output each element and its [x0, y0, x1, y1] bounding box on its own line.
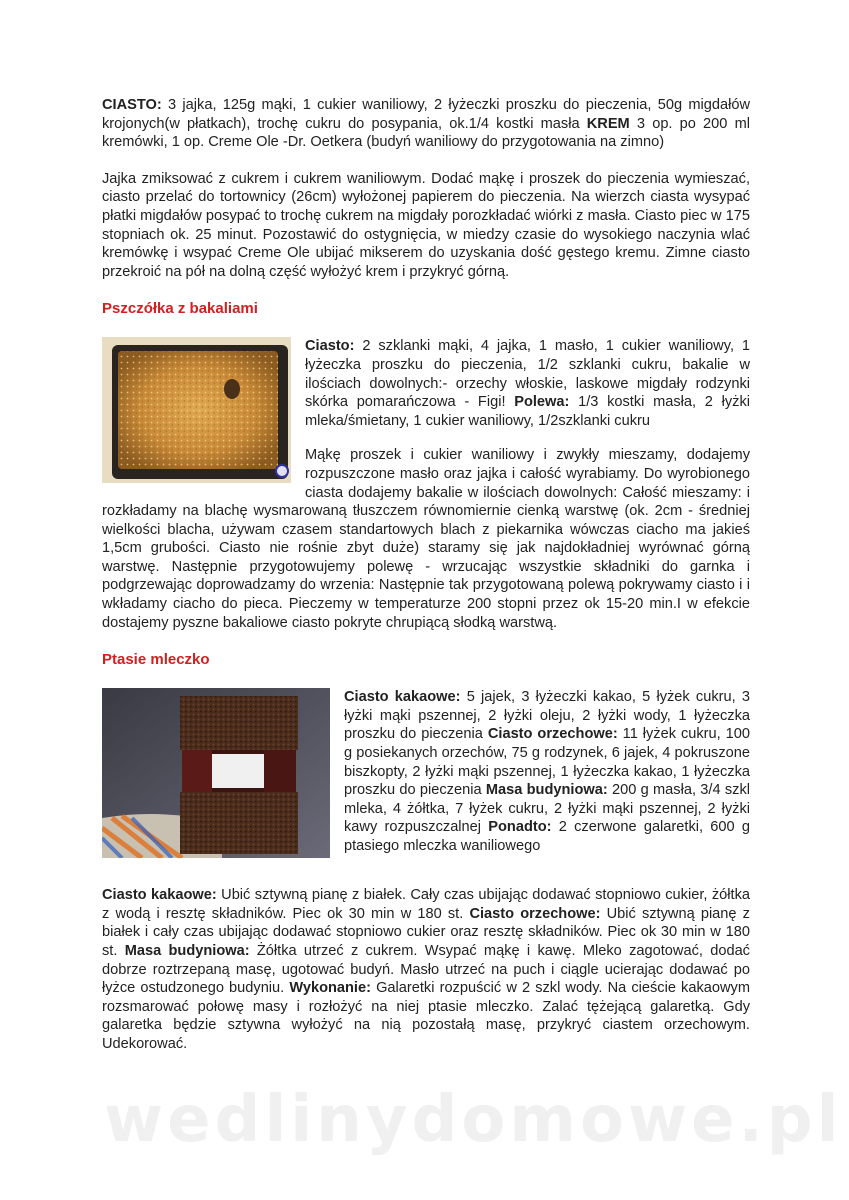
document-body	[102, 96, 750, 1054]
section-title-ptasie-mleczko: Ptasie mleczko	[102, 651, 210, 669]
masa-budyniowa-ingredients: 200 g masła, 3/4 szkl mleka, 4 żółtka, 7 łyżek cukru, 2 łyżki mąki pszennej, 2 łyżki kawy rozpuszczalnej	[344, 782, 750, 836]
photo-cake-bakalie	[102, 337, 291, 483]
intro-krem-text: 3 op. po 200 ml kremówki, 1 op. Creme Ole -Dr. Oetkera (budyń waniliowy do przygotowania na zimno)	[102, 115, 750, 151]
method-ciasto-kakaowe-label: Ciasto kakaowe:	[102, 887, 217, 904]
krem-label: KREM	[586, 115, 630, 132]
method-masa-budyniowa-label: Masa budyniowa:	[124, 943, 250, 960]
method-ciasto-kakaowe-text: Ubić sztywną pianę z białek. Cały czas ubijając dodawać stopniowo cukier, żółtka z wodą i resztę składników. Piec ok 30 min w 180 st.	[102, 887, 750, 922]
ciasto-kakaowe-ingredients: 5 jajek, 3 łyżeczki kakao, 5 łyżek cukru, 3 łyżki mąki pszennej, 2 łyżki oleju, 2 łyżki wody, 1 łyżeczka proszku do pieczenia	[344, 689, 750, 743]
ponadto-ingredients: 2 czerwone galaretki, 600 g ptasiego mleczka waniliowego	[344, 819, 751, 854]
method-ciasto-orzechowe-label: Ciasto orzechowe:	[469, 905, 601, 922]
intro-ingredients-text: 3 jajka, 125g mąki, 1 cukier waniliowy, 2 łyżeczki proszku do pieczenia, 50g migdałów krojonych(w płatkach), trochę cukru do posypania, ok.1/4 kostki masła	[102, 97, 750, 132]
masa-budyniowa-label: Masa budyniowa:	[485, 782, 608, 799]
intro-method: Jajka zmiksować z cukrem i cukrem waniliowym. Dodać mąkę i proszek do pieczenia wymieszać, ciasto przelać do tortownicy (26cm) wyłożonej papierem do pieczenia. Na wierzch ciasta wysypać płatki migdałów posypać to trochę cukrem na migdały porozkładać wiórki z masła. Ciasto piec w 175 stopniach ok. 25 minut. Pozostawić do ostygnięcia, w miedzy czasie do wysokiego naczynia wlać kremówkę i wsypać Creme Ole ubijać mikserem do uzyskania dość gęstego kremu. Zimne ciasto przekroić na pół na dolną część wyłożyć krem i przykryć górną.	[102, 170, 750, 280]
method-masa-budyniowa-text: Żółtka utrzeć z cukrem. Wsypać mąkę i kawę. Mleko zagotować, dodać dobrze roztrzepaną masę, ugotować budyń. Masło utrzeć na puch i ciągle ucierając dodawać po łyżce ostudzonego budyniu.	[102, 943, 750, 997]
pszczolka-polewa-text: 1/3 kostki masła, 2 łyżki mleka/śmietany, 1 cukier waniliowy, 1/2szklanki cukru	[305, 394, 750, 429]
pszczolka-method: Mąkę proszek i cukier waniliowy i zwykły mieszamy, dodajemy rozpuszczone masło oraz jajka i całość wyrabiamy. Do wyrobionego ciasta dodajemy bakalie w ilościach dowolnych: Całość mieszamy: i rozkładamy na blachę wysmarowaną tłuszczem równomiernie cienką warstwę (ok. 2cm - średniej wielkości blacha, używam czasem standartowych blach z piekarnika wówczas ciacho ma jakieś 1,5cm grubości. Ciasto nie rośnie zbyt duże) staramy się jak najdokładniej wyrównać górną warstwę. Następnie przygotowujemy polewę - wrzucając wszystkie składniki do garnka i podgrzewając doprowadzamy do wrzenia: Następnie tak przygotowaną polewą pokrywamy ciasto i i wkładamy ciacho do pieca. Pieczemy w temperaturze 200 stopni przez ok 15-20 min.I w efekcie dostajemy pyszne bakaliowe ciasto pokryte chrupiącą słodką warstwą.	[102, 447, 750, 631]
intro-ingredients	[102, 96, 750, 152]
method-wykonanie-text: Galaretki rozpuścić w 2 szkl wody. Na cieście kakaowym rozsmarować połowę masy i rozłożyć na niej ptasie mleczko. Zalać tężejącą galaretką. Gdy galaretka będzie sztywna wyłożyć na nią pozostałą masę, przykryć ciastem orzechowym. Udekorować.	[102, 980, 750, 1052]
pszczolka-ingredients-text: 2 szklanki mąki, 4 jajka, 1 masło, 1 cukier waniliowy, 1 łyżeczka proszku do pieczenia, 1/2 szklanki cukru, bakalie w ilościach dowolnych:- orzechy włoskie, laskowe migdały rodzynki skórka pomarańczowa - Figi!	[305, 338, 750, 411]
ciasto-orzechowe-label: Ciasto orzechowe:	[487, 726, 618, 743]
photo-ptasie-mleczko	[102, 688, 330, 858]
ciasto-label: CIASTO:	[102, 97, 162, 113]
method-wykonanie-label: Wykonanie:	[289, 980, 371, 997]
ponadto-label: Ponadto:	[488, 819, 552, 836]
polewa-label: Polewa:	[514, 394, 570, 411]
ciasto-label-2: Ciasto:	[305, 338, 355, 355]
ciasto-orzechowe-ingredients: 11 łyżek cukru, 100 g posiekanych orzechów, 75 g rodzynek, 6 jajek, 4 pokruszone biszkopty, 2 łyżki mąki pszennej, 1 łyżeczka kakao, 1 łyżeczka proszku do pieczenia	[344, 726, 751, 799]
cake-tray-image	[102, 337, 291, 483]
method-ciasto-orzechowe-text: Ubić sztywną pianę z białek i cały czas ubijając dodawać stopniowo cukier oraz resztę składników. Piec ok 30 min w 180 st.	[102, 905, 750, 960]
ptasie-method	[102, 886, 750, 1053]
section-title-pszczolka: Pszczółka z bakaliami	[102, 300, 258, 318]
watermark: wedlinydomowe.pl	[104, 1083, 843, 1157]
layered-cake-image	[102, 688, 330, 858]
ciasto-kakaowe-label: Ciasto kakaowe:	[344, 689, 461, 706]
